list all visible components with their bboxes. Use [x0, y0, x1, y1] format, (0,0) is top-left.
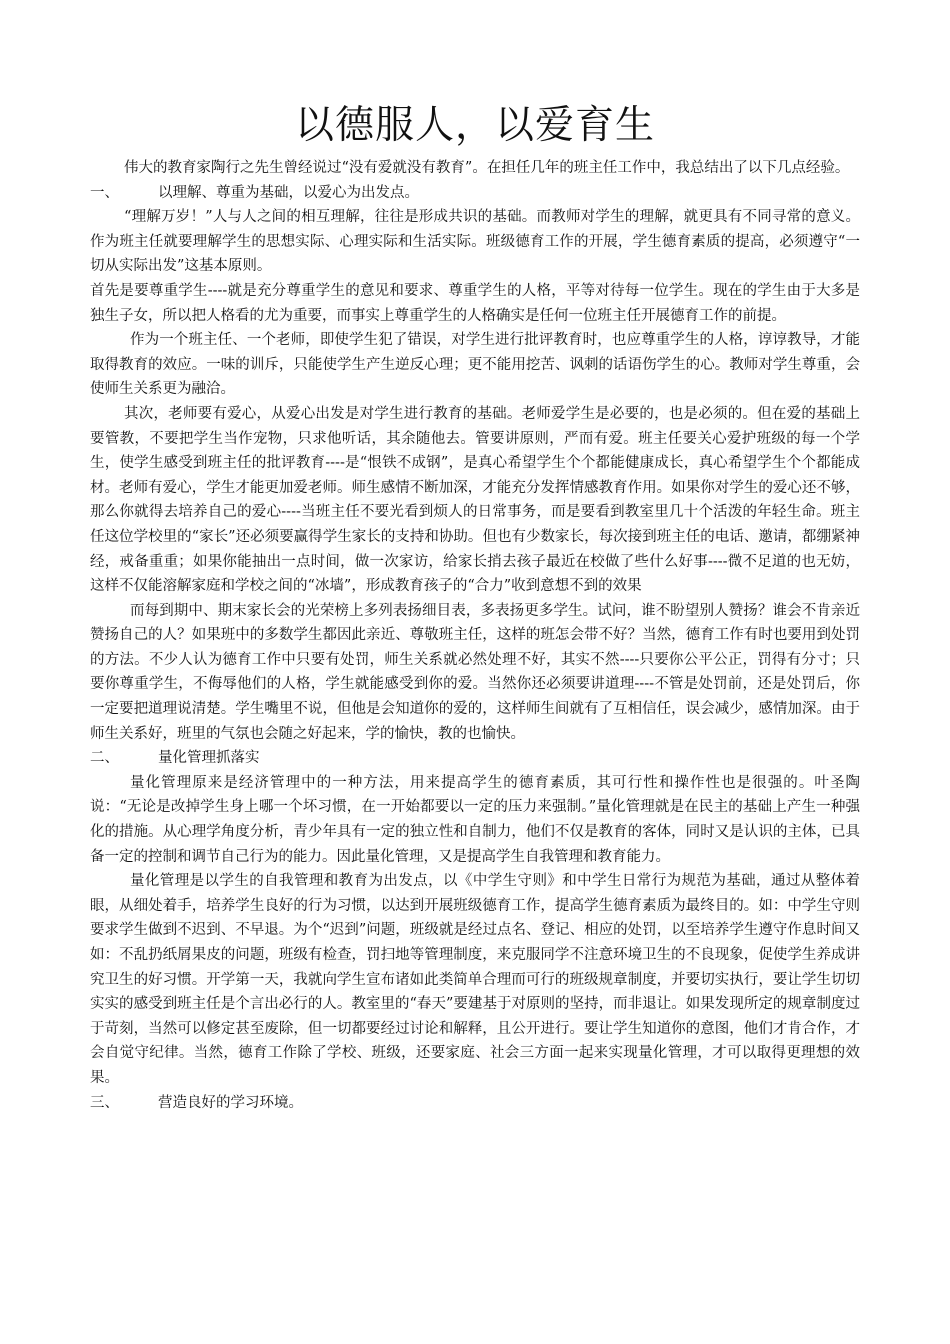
section-1-paragraph-1: “理解万岁！”人与人之间的相互理解，往往是形成共识的基础。而教师对学生的理解，就更具有不同寻常的意义。作为班主任就要理解学生的思想实际、心理实际和生活实际。班级德育工作的开展，学生德育素质的提高，必须遵守“一切从实际出发”这基本原则。 — [90, 209, 860, 275]
section-3-title: 营造良好的学习环境。 — [158, 1094, 303, 1111]
section-1-paragraph-2: 首先是要尊重学生----就是充分尊重学生的意见和要求、尊重学生的人格，平等对待每一位学生。现在的学生由于大多是独生子女，所以把人格看的尤为重要，而事实上尊重学生的人格确实是任何一位班主任开展德育工作的前提。 — [90, 282, 860, 324]
section-1-paragraph-3: 作为一个班主任、一个老师，即使学生犯了错误，对学生进行批评教育时，也应尊重学生的人格，谆谆教导，才能取得教育的效应。一味的训斥，只能使学生产生逆反心理；更不能用挖苦、讽刺的话语伤学生的心。教师对学生尊重，会使师生关系更为融洽。 — [90, 332, 860, 398]
section-2-title: 量化管理抓落实 — [158, 750, 260, 767]
section-1-heading — [90, 181, 860, 206]
section-3-number: 三、 — [90, 1094, 119, 1111]
section-1-paragraph-4: 其次，老师要有爱心，从爱心出发是对学生进行教育的基础。老师爱学生是必要的，也是必须的。但在爱的基础上要管教，不要把学生当作宠物，只求他听话，其余随他去。管要讲原则，严而有爱。班主任要关心爱护班级的每一个学生，使学生感受到班主任的批评教育----是“恨铁不成钢”，是真心希望学生个个都能健康成长，真心希望学生个个都能成材。老师有爱心，学生才能更加爱老师。师生感情不断加深，才能充分发挥情感教育作用。如果你对学生的爱心还不够，那么你就得去培养自己的爱心----当班主任不要光看到烦人的日常事务，而是要看到教室里几十个活泼的年轻生命。班主任这位学校里的“家长”还必须要赢得学生家长的支持和协助。但也有少数家长，每次接到班主任的电话、邀请，都绷紧神经，戒备重重；如果你能抽出一点时间，做一次家访，给家长捎去孩子最近在校做了些什么好事----微不足道的也无妨，这样不仅能溶解家庭和学校之间的“冰墙”，形成教育孩子的“合力”收到意想不到的效果 — [90, 405, 860, 595]
section-2-paragraph-1: 量化管理原来是经济管理中的一种方法，用来提高学生的德育素质，其可行性和操作性也是很强的。叶圣陶说：“无论是改掉学生身上哪一个坏习惯，在一开始都要以一定的压力来强制。”量化管理就是在民主的基础上产生一种强化的措施。从心理学角度分析，青少年具有一定的独立性和自制力，他们不仅是教育的客体，同时又是认识的主体，已具备一定的控制和调节自己行为的能力。因此量化管理，又是提高学生自我管理和教育能力。 — [90, 774, 860, 865]
section-1-number: 一、 — [90, 184, 119, 201]
section-1-title: 以理解、尊重为基础，以爱心为出发点。 — [158, 184, 419, 201]
section-1-paragraph-5: 而每到期中、期末家长会的光荣榜上多列表扬细目表，多表扬更多学生。试问，谁不盼望别人赞扬？谁会不肯亲近赞扬自己的人？如果班中的多数学生都因此亲近、尊敬班主任，这样的班怎会带不好？当然，德育工作有时也要用到处罚的方法。不少人认为德育工作中只要有处罚，师生关系就必然处理不好，其实不然----只要你公平公正，罚得有分寸；只要你尊重学生，不侮辱他们的人格，学生就能感受到你的爱。当然你还必须要讲道理----不管是处罚前，还是处罚后，你一定要把道理说清楚。学生嘴里不说，但他是会知道你的爱的，这样师生间就有了互相信任，误会减少，感情加深。由于师生关系好，班里的气氛也会随之好起来，学的愉快，教的也愉快。 — [90, 602, 860, 742]
intro-paragraph: 伟大的教育家陶行之先生曾经说过“没有爱就没有教育”。在担任几年的班主任工作中，我总结出了以下几点经验。 — [124, 160, 850, 176]
section-2-number: 二、 — [90, 750, 119, 767]
document-page — [90, 98, 860, 1115]
section-2-paragraph-2: 量化管理是以学生的自我管理和教育为出发点，以《中学生守则》和中学生日常行为规范为基础，通过从整体着眼，从细处着手，培养学生良好的行为习惯，以达到开展班级德育工作，提高学生德育素质为最终目的。如：中学生守则要求学生做到不迟到、不早退。为个“迟到”问题，班级就是经过点名、登记、相应的处罚，以至培养学生遵守作息时间又如：不乱扔纸屑果皮的问题，班级有检查，罚扫地等管理制度，来克服同学不注意环境卫生的不良现象，促使学生养成讲究卫生的好习惯。开学第一天，我就向学生宣布诸如此类简单合理而可行的班级规章制度，并要切实执行，要让学生切切实实的感受到班主任是个言出必行的人。教室里的“春天”要建基于对原则的坚持，而非退让。如果发现所定的规章制度过于苛刻，当然可以修定甚至废除，但一切都要经过讨论和解释，且公开进行。要让学生知道你的意图，他们才肯合作，才会自觉守纪律。当然，德育工作除了学校、班级，还要家庭、社会三方面一起来实现量化管理，才可以取得更理想的效果。 — [90, 873, 860, 1086]
section-2-heading — [90, 746, 860, 771]
section-3-heading — [90, 1091, 860, 1116]
document-title: 以德服人，以爱育生 — [294, 103, 655, 148]
